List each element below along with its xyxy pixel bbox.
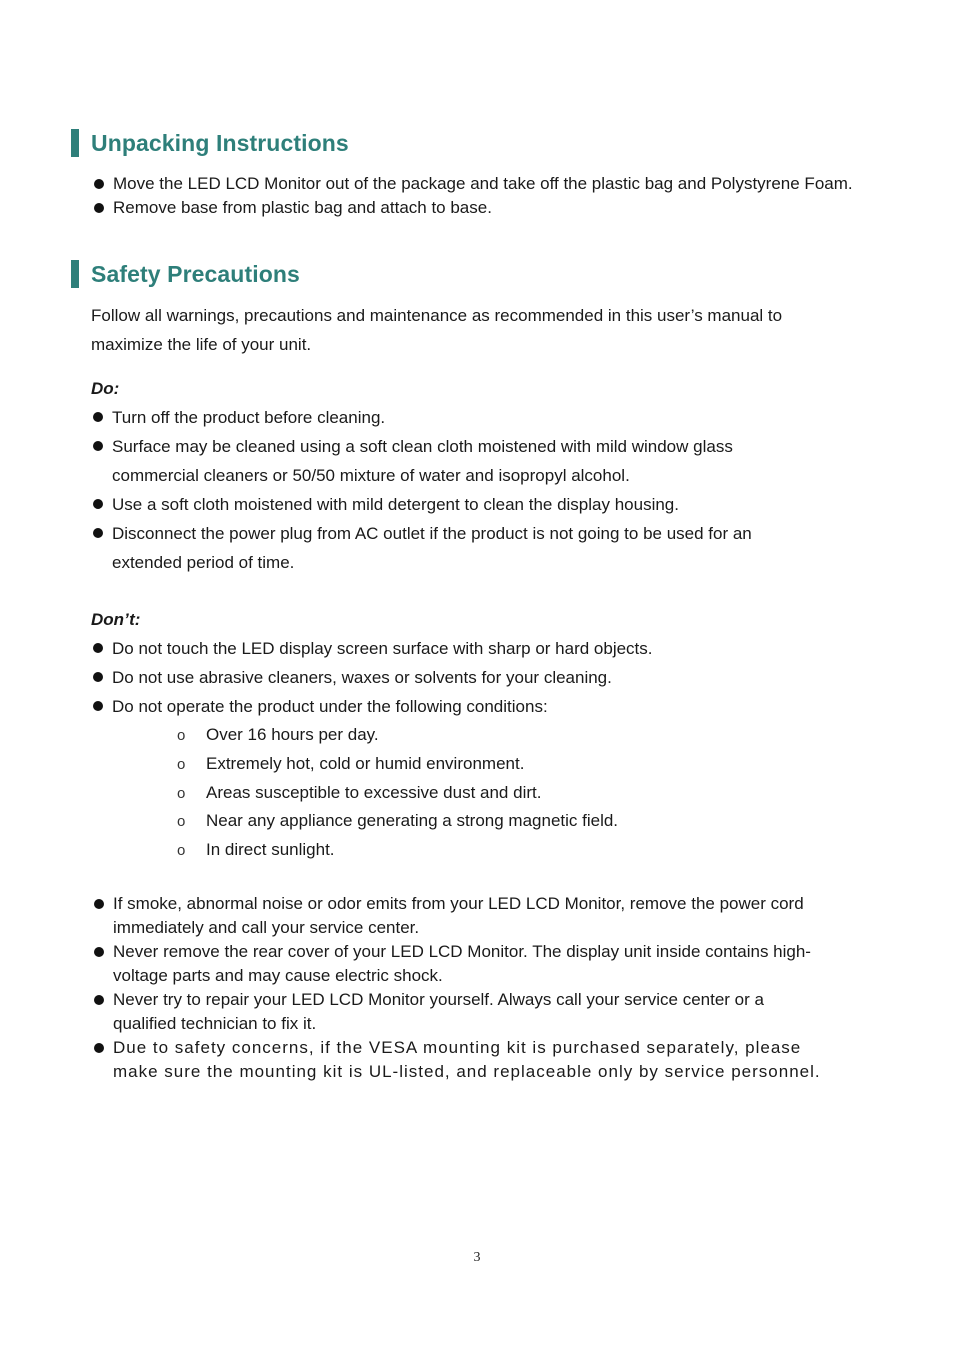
- list-item: Turn off the product before cleaning.: [91, 403, 752, 432]
- dont-label: Don’t:: [91, 610, 141, 629]
- list-item: o In direct sunlight.: [177, 836, 618, 865]
- safety-heading: [71, 259, 300, 289]
- bullet-icon: [94, 179, 104, 189]
- heading-accent-bar: [71, 260, 79, 288]
- unpacking-heading: [71, 128, 349, 158]
- unpacking-title: Unpacking Instructions: [91, 129, 349, 156]
- list-item: Do not use abrasive cleaners, waxes or solvents for your cleaning.: [91, 663, 653, 692]
- list-item: o Over 16 hours per day.: [177, 721, 618, 750]
- circle-bullet-icon: o: [177, 727, 186, 744]
- warnings-list: [92, 892, 821, 1084]
- list-item: Do not touch the LED display screen surface with sharp or hard objects.: [91, 634, 653, 663]
- do-list: [91, 403, 752, 577]
- list-item: Move the LED LCD Monitor out of the package and take off the plastic bag and Polystyrene Foam.: [92, 172, 853, 196]
- bullet-icon: [94, 1043, 104, 1053]
- do-label: Do:: [91, 379, 120, 398]
- bullet-icon: [93, 441, 103, 451]
- list-item: If smoke, abnormal noise or odor emits from your LED LCD Monitor, remove the power cord immediately and call your service center.: [92, 892, 821, 940]
- circle-bullet-icon: o: [177, 813, 186, 831]
- list-item: Do not operate the product under the following conditions:: [91, 692, 653, 721]
- bullet-icon: [94, 947, 104, 957]
- list-item: Due to safety concerns, if the VESA mounting kit is purchased separately, please make sure the mounting kit is UL-listed, and replaceable only by service personnel.: [92, 1036, 821, 1084]
- list-item: Never try to repair your LED LCD Monitor yourself. Always call your service center or a qualified technician to fix it.: [92, 988, 821, 1036]
- safety-intro: Follow all warnings, precautions and maintenance as recommended in this user’s manual to maximize the life of your unit.: [91, 306, 783, 354]
- circle-bullet-icon: o: [177, 842, 186, 860]
- list-item: Surface may be cleaned using a soft clean cloth moistened with mild window glass commercial cleaners or 50/50 mixture of water and isopropyl alcohol.: [91, 432, 752, 490]
- bullet-icon: [93, 643, 103, 653]
- list-item: Disconnect the power plug from AC outlet if the product is not going to be used for an extended period of time.: [91, 519, 752, 577]
- bullet-icon: [93, 672, 103, 682]
- safety-title: Safety Precautions: [91, 260, 300, 287]
- dont-list: [91, 634, 653, 721]
- list-item: Remove base from plastic bag and attach to base.: [92, 196, 853, 220]
- list-item: o Near any appliance generating a strong magnetic field.: [177, 807, 618, 836]
- bullet-icon: [93, 499, 103, 509]
- bullet-icon: [93, 701, 103, 711]
- circle-bullet-icon: o: [177, 784, 186, 802]
- heading-accent-bar: [71, 129, 79, 157]
- bullet-icon: [94, 995, 104, 1005]
- unpacking-list: [92, 172, 853, 220]
- list-item: Never remove the rear cover of your LED LCD Monitor. The display unit inside contains high- voltage parts and may cause electric shock.: [92, 940, 821, 988]
- bullet-icon: [94, 899, 104, 909]
- list-item: o Areas susceptible to excessive dust and dirt.: [177, 779, 618, 808]
- page-number: 3: [473, 1250, 481, 1265]
- circle-bullet-icon: o: [177, 755, 186, 773]
- list-item: Use a soft cloth moistened with mild detergent to clean the display housing.: [91, 490, 752, 519]
- bullet-icon: [93, 528, 103, 538]
- conditions-list: [177, 721, 618, 865]
- bullet-icon: [94, 203, 104, 213]
- list-item: o Extremely hot, cold or humid environment.: [177, 750, 618, 779]
- bullet-icon: [93, 412, 103, 422]
